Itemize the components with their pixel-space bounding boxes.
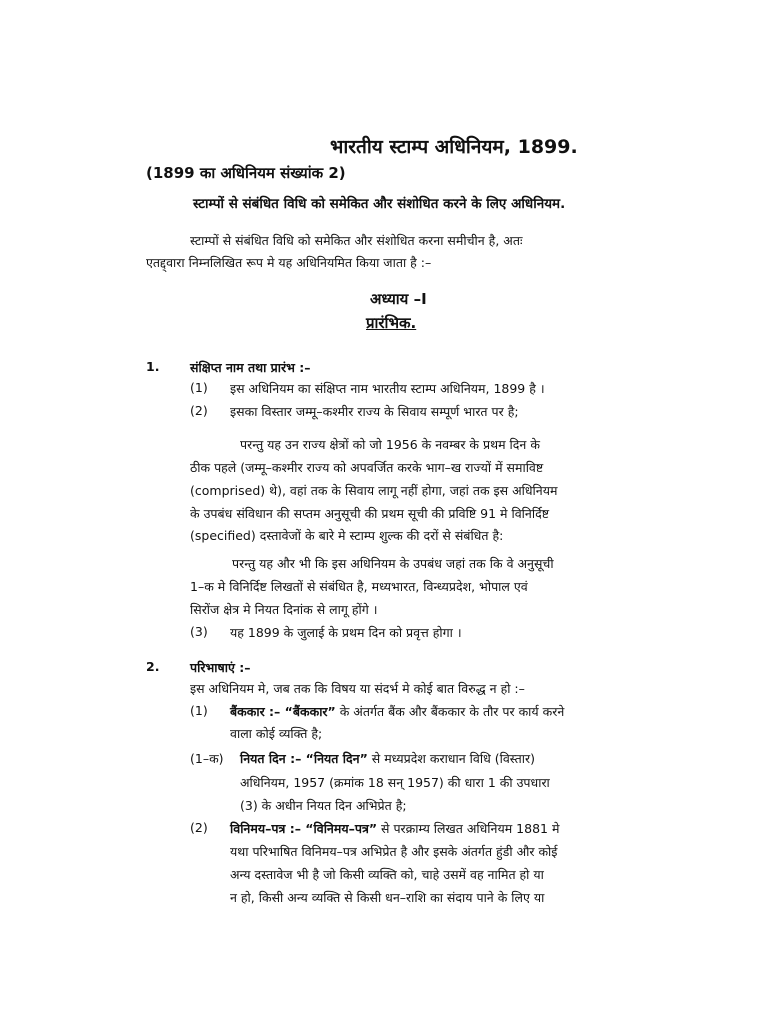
definition-1-text: के अंतर्गत बैंक और बैंककार के तौर पर कार्य करने (335, 704, 565, 719)
clause-3-text: यह 1899 के जुलाई के प्रथम दिन को प्रवृत्त होगा । (230, 625, 462, 640)
definition-1a-line-3: (3) के अधीन नियत दिन अभिप्रेत है; (240, 798, 407, 813)
section-2-number: 2. (146, 659, 160, 674)
proviso-1-line: (comprised) थे), वहां तक के सिवाय लागू नहीं होगा, जहां तक इस अधिनियम (190, 483, 558, 498)
long-title: स्टाम्पों से संबंधित विधि को समेकित और संशोधित करने के लिए अधिनियम. (193, 196, 566, 212)
definition-2-line-4: न हो, किसी अन्य व्यक्ति से किसी धन–राशि का संदाय पाने के लिए या (230, 890, 545, 905)
section-2-heading: परिभाषाएं :– (190, 660, 251, 675)
clause-3-number: (3) (190, 624, 208, 639)
definition-1a-term: नियत दिन :– “नियत दिन” (240, 751, 368, 766)
proviso-1-line: (specified) दस्तावेजों के बारे मे स्टाम्प शुल्क की दरों से संबंधित है: (190, 528, 504, 543)
definition-1a-line-1 (240, 750, 535, 767)
definition-2-number: (2) (190, 820, 208, 835)
proviso-1-line: ठीक पहले (जम्मू–कश्मीर राज्य को अपवर्जित करके भाग–ख राज्यों में समाविष्ट (190, 460, 544, 475)
proviso-1-line: के उपबंध संविधान की सप्तम अनुसूची की प्रथम सूची की प्रविष्टि 91 मे विनिर्दिष्ट (190, 506, 550, 521)
preamble-line-1: स्टाम्पों से संबंधित विधि को समेकित और संशोधित करना समीचीन है, अतः (190, 233, 523, 248)
clause-2-text: इसका विस्तार जम्मू–कश्मीर राज्य के सिवाय सम्पूर्ण भारत पर है; (230, 404, 519, 419)
act-title: भारतीय स्टाम्प अधिनियम, 1899. (330, 136, 578, 158)
definition-2-term: विनिमय–पत्र :– “विनिमय–पत्र” (230, 821, 378, 836)
definition-1a-text: से मध्यप्रदेश कराधान विधि (विस्तार) (367, 751, 536, 766)
definition-2-line-1 (230, 820, 559, 837)
proviso-2-line: परन्तु यह और भी कि इस अधिनियम के उपबंध जहां तक कि वे अनुसूची (232, 556, 554, 571)
clause-2-number: (2) (190, 403, 208, 418)
definition-2-text: से परक्राम्य लिखत अधिनियम 1881 मे (377, 821, 560, 836)
proviso-1-line: परन्तु यह उन राज्य क्षेत्रों को जो 1956 के नवम्बर के प्रथम दिन के (240, 437, 540, 452)
definition-1a-line-2: अधिनियम, 1957 (क्रमांक 18 सन् 1957) की धारा 1 की उपधारा (240, 775, 550, 790)
section-1-heading: संक्षिप्त नाम तथा प्रारंभ :– (190, 360, 311, 375)
definition-1-number: (1) (190, 703, 208, 718)
definition-1a-number: (1–क) (190, 751, 224, 766)
proviso-2-line: सिरोंज क्षेत्र मे नियत दिनांक से लागू होंगे । (190, 602, 378, 617)
definition-1-line-2: वाला कोई व्यक्ति है; (230, 726, 323, 741)
definition-2-line-3: अन्य दस्तावेज भी है जो किसी व्यक्ति को, चाहे उसमें वह नामित हो या (230, 867, 544, 882)
clause-1-number: (1) (190, 380, 208, 395)
chapter-name: प्रारंभिक. (366, 314, 417, 332)
definition-1-term: बैंककार :– “बैंककार” (230, 704, 336, 719)
clause-1-text: इस अधिनियम का संक्षिप्त नाम भारतीय स्टाम्प अधिनियम, 1899 है । (230, 381, 545, 396)
section-2-intro: इस अधिनियम मे, जब तक कि विषय या संदर्भ मे कोई बात विरुद्ध न हो :– (190, 681, 525, 696)
section-1-number: 1. (146, 359, 160, 374)
definition-1-line-1 (230, 703, 564, 720)
chapter-number: अध्याय –I (370, 290, 427, 308)
act-number: (1899 का अधिनियम संख्यांक 2) (146, 164, 346, 182)
preamble-line-2: एतद्द्वारा निम्नलिखित रूप मे यह अधिनियमित किया जाता है :– (146, 255, 432, 270)
proviso-2-line: 1–क मे विनिर्दिष्ट लिखतों से संबंधित है, मध्यभारत, विन्ध्यप्रदेश, भोपाल एवं (190, 579, 528, 594)
definition-2-line-2: यथा परिभाषित विनिमय–पत्र अभिप्रेत है और इसके अंतर्गत हुंडी और कोई (230, 844, 558, 859)
